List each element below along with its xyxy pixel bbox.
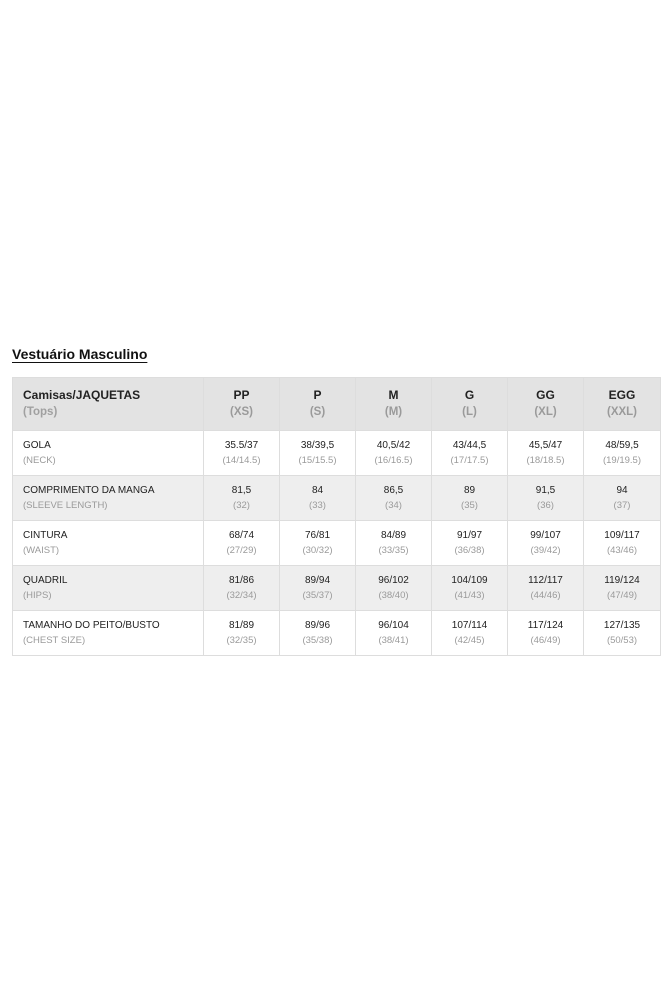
measurement-label: COMPRIMENTO DA MANGA bbox=[23, 485, 155, 496]
size-sub-label: (M) bbox=[384, 406, 403, 418]
table-cell bbox=[280, 476, 356, 521]
size-label: PP bbox=[233, 388, 250, 402]
size-header-egg bbox=[584, 378, 661, 431]
category-label: Camisas/JAQUETAS bbox=[23, 388, 141, 402]
inch-value: (38/41) bbox=[378, 635, 409, 646]
table-cell bbox=[508, 611, 584, 656]
cm-value: 112/117 bbox=[528, 575, 563, 586]
size-label: M bbox=[388, 388, 399, 402]
size-sub-label: (XS) bbox=[230, 406, 253, 418]
inch-value: (46/49) bbox=[530, 635, 561, 646]
page-title: Vestuário Masculino bbox=[12, 346, 148, 362]
table-cell bbox=[204, 566, 280, 611]
row-label-cell bbox=[13, 476, 204, 521]
measurement-label: GOLA bbox=[23, 440, 51, 451]
table-cell bbox=[204, 476, 280, 521]
inch-value: (35) bbox=[461, 500, 478, 511]
size-label: P bbox=[313, 388, 322, 402]
table-cell bbox=[280, 521, 356, 566]
table-row bbox=[13, 611, 661, 656]
inch-value: (42/45) bbox=[454, 635, 485, 646]
cm-value: 68/74 bbox=[228, 530, 255, 541]
cm-value: 76/81 bbox=[304, 530, 331, 541]
size-label: GG bbox=[536, 388, 555, 402]
table-cell bbox=[432, 521, 508, 566]
cm-value: 81/89 bbox=[228, 620, 255, 631]
measurement-label: CINTURA bbox=[23, 530, 68, 541]
inch-value: (44/46) bbox=[530, 590, 561, 601]
table-cell bbox=[280, 566, 356, 611]
cm-value: 127/135 bbox=[603, 620, 641, 631]
table-cell bbox=[584, 611, 661, 656]
inch-value: (16/16.5) bbox=[374, 455, 413, 466]
corner-header bbox=[13, 378, 204, 431]
cm-value: 91/97 bbox=[456, 530, 483, 541]
cm-value: 84/89 bbox=[380, 530, 407, 541]
inch-value: (47/49) bbox=[606, 590, 638, 601]
cm-value: 89/94 bbox=[304, 575, 331, 586]
measurement-sub-label: (SLEEVE LENGTH) bbox=[23, 500, 108, 511]
table-cell bbox=[280, 431, 356, 476]
header-row bbox=[13, 378, 661, 431]
table-cell bbox=[204, 611, 280, 656]
inch-value: (32) bbox=[233, 500, 250, 511]
table-cell bbox=[508, 431, 584, 476]
size-header-pp bbox=[204, 378, 280, 431]
table-cell bbox=[584, 566, 661, 611]
size-sub-label: (L) bbox=[462, 406, 477, 418]
cm-value: 96/104 bbox=[378, 620, 409, 631]
inch-value: (27/29) bbox=[226, 545, 257, 556]
inch-value: (32/35) bbox=[226, 635, 257, 646]
cm-value: 94 bbox=[616, 485, 628, 496]
row-label-cell bbox=[13, 566, 204, 611]
inch-value: (15/15.5) bbox=[298, 455, 337, 466]
cm-value: 48/59,5 bbox=[605, 440, 639, 451]
inch-value: (33) bbox=[309, 500, 326, 511]
cm-value: 91,5 bbox=[535, 485, 556, 496]
table-cell bbox=[432, 611, 508, 656]
measurement-sub-label: (NECK) bbox=[23, 455, 56, 466]
size-label: EGG bbox=[608, 388, 636, 402]
cm-value: 81/86 bbox=[228, 575, 255, 586]
cm-value: 84 bbox=[311, 485, 324, 496]
table-cell bbox=[356, 566, 432, 611]
category-sub-label: (Tops) bbox=[23, 406, 58, 418]
inch-value: (32/34) bbox=[226, 590, 257, 601]
table-cell bbox=[204, 431, 280, 476]
cm-value: 35.5/37 bbox=[224, 440, 259, 451]
cm-value: 43/44,5 bbox=[452, 440, 487, 451]
cm-value: 117/124 bbox=[527, 620, 564, 631]
table-cell bbox=[508, 476, 584, 521]
inch-value: (50/53) bbox=[606, 635, 638, 646]
cm-value: 96/102 bbox=[378, 575, 409, 586]
row-label-cell bbox=[13, 431, 204, 476]
measurement-sub-label: (CHEST SIZE) bbox=[23, 635, 86, 646]
row-label-cell bbox=[13, 611, 204, 656]
size-chart-table bbox=[12, 377, 661, 656]
inch-value: (14/14.5) bbox=[222, 455, 261, 466]
cm-value: 86,5 bbox=[383, 485, 404, 496]
cm-value: 89/96 bbox=[304, 620, 331, 631]
table-cell bbox=[432, 566, 508, 611]
table-row bbox=[13, 476, 661, 521]
table-row bbox=[13, 521, 661, 566]
cm-value: 89 bbox=[463, 485, 476, 496]
table-cell bbox=[508, 521, 584, 566]
inch-value: (30/32) bbox=[302, 545, 333, 556]
cm-value: 107/114 bbox=[451, 620, 488, 631]
inch-value: (41/43) bbox=[454, 590, 485, 601]
measurement-sub-label: (WAIST) bbox=[23, 545, 60, 556]
size-header-g bbox=[432, 378, 508, 431]
inch-value: (34) bbox=[385, 500, 402, 511]
size-sub-label: (S) bbox=[309, 406, 326, 418]
cm-value: 40,5/42 bbox=[376, 440, 411, 451]
table-cell bbox=[204, 521, 280, 566]
table-cell bbox=[584, 521, 661, 566]
size-header-p bbox=[280, 378, 356, 431]
size-header-gg bbox=[508, 378, 584, 431]
table-cell bbox=[356, 476, 432, 521]
table-row bbox=[13, 566, 661, 611]
cm-value: 104/109 bbox=[451, 575, 488, 586]
cm-value: 38/39,5 bbox=[300, 440, 335, 451]
inch-value: (39/42) bbox=[530, 545, 561, 556]
inch-value: (36) bbox=[537, 500, 554, 511]
measurement-label: QUADRIL bbox=[23, 575, 68, 586]
inch-value: (43/46) bbox=[606, 545, 638, 556]
cm-value: 119/124 bbox=[604, 575, 640, 586]
table-cell bbox=[584, 431, 661, 476]
size-label: G bbox=[464, 388, 475, 402]
size-sub-label: (XL) bbox=[534, 406, 557, 418]
table-cell bbox=[508, 566, 584, 611]
inch-value: (35/37) bbox=[302, 590, 333, 601]
inch-value: (36/38) bbox=[454, 545, 485, 556]
table-cell bbox=[432, 476, 508, 521]
measurement-sub-label: (HIPS) bbox=[23, 590, 52, 601]
cm-value: 45,5/47 bbox=[528, 440, 563, 451]
inch-value: (17/17.5) bbox=[450, 455, 489, 466]
table-cell bbox=[356, 611, 432, 656]
inch-value: (19/19.5) bbox=[602, 455, 642, 466]
inch-value: (18/18.5) bbox=[526, 455, 565, 466]
size-header-m bbox=[356, 378, 432, 431]
inch-value: (35/38) bbox=[302, 635, 333, 646]
size-sub-label: (XXL) bbox=[606, 406, 638, 418]
table-cell bbox=[356, 431, 432, 476]
table-cell bbox=[432, 431, 508, 476]
cm-value: 109/117 bbox=[604, 530, 640, 541]
table-cell bbox=[584, 476, 661, 521]
measurement-label: TAMANHO DO PEITO/BUSTO bbox=[23, 620, 160, 631]
cm-value: 99/107 bbox=[530, 530, 561, 541]
table-cell bbox=[280, 611, 356, 656]
cm-value: 81,5 bbox=[231, 485, 252, 496]
table-cell bbox=[356, 521, 432, 566]
inch-value: (37) bbox=[613, 500, 631, 511]
row-label-cell bbox=[13, 521, 204, 566]
inch-value: (33/35) bbox=[378, 545, 409, 556]
inch-value: (38/40) bbox=[378, 590, 409, 601]
table-row bbox=[13, 431, 661, 476]
